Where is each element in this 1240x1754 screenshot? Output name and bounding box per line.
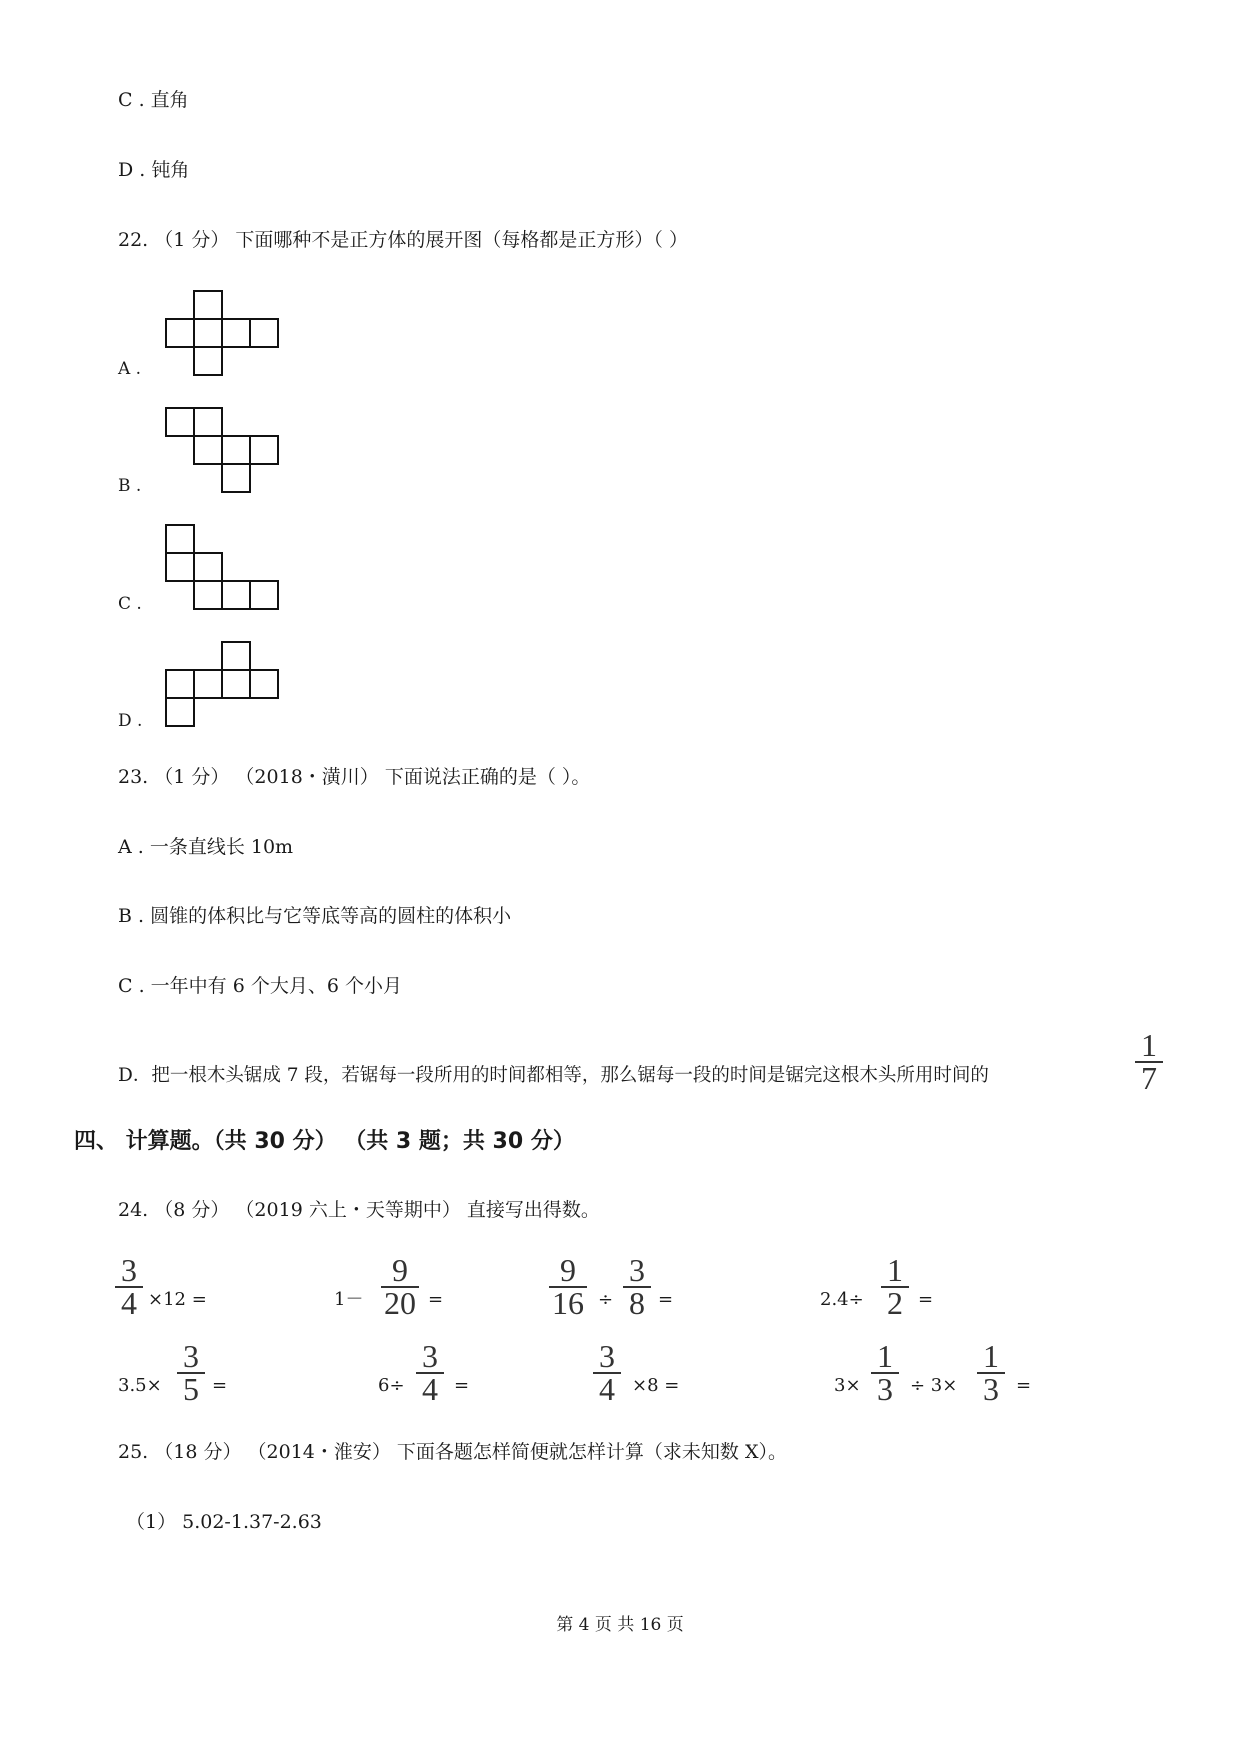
q22-stem: 22. （1 分） 下面哪种不是正方体的展开图（每格都是正方形）（ ） [118,229,688,251]
q23-option-d: D．把一根木头锯成 7 段，若锯每一段所用的时间都相等，那么锯每一段的时间是锯完这根木头所用时间的 [118,1065,989,1086]
q22-option-b-label: B . [118,476,142,496]
q24-r1-p4-fraction: 1 2 [878,1255,912,1318]
q24-r1-p3-suffix: = [658,1289,674,1310]
q24-r2-p4-fraction-b: 1 3 [974,1341,1008,1404]
q24-r1-p1-suffix: ×12 = [148,1289,207,1310]
q21-option-d: D . 钝角 [118,159,190,181]
q24-r2-p4-fraction-a: 1 3 [868,1341,902,1404]
q24-r1-p3-mid: ÷ [598,1289,614,1310]
q24-r2-p2-prefix: 6÷ [378,1375,405,1396]
section-four-heading: 四、 计算题。（共 30 分） （共 3 题；共 30 分） [74,1129,575,1154]
q24-stem: 24. （8 分） （2019 六上・天等期中） 直接写出得数。 [118,1199,600,1221]
q24-r2-p3-fraction: 3 4 [590,1341,624,1404]
q23-stem: 23. （1 分） （2018・潢川） 下面说法正确的是（ ）。 [118,766,591,788]
q24-r1-p2-prefix: 1－ [334,1289,364,1310]
q22-option-d-label: D . [118,711,143,731]
q24-r1-p3-fraction-a: 9 16 [546,1255,590,1318]
q24-r2-p4-prefix: 3× [834,1375,861,1396]
q24-r2-p3-suffix: ×8 = [632,1375,680,1396]
q21-option-c: C . 直角 [118,89,189,111]
q25-stem: 25. （18 分） （2014・淮安） 下面各题怎样简便就怎样计算（求未知数 X）。 [118,1441,787,1463]
q25-sub1: （1） 5.02-1.37-2.63 [126,1511,322,1533]
q24-r1-p1-fraction: 3 4 [112,1255,146,1318]
q24-r2-p2-fraction: 3 4 [413,1341,447,1404]
cube-net-l-shape [164,524,284,614]
q23-option-b: B . 圆锥的体积比与它等底等高的圆柱的体积小 [118,905,512,927]
q24-r1-p2-suffix: = [428,1289,444,1310]
q24-r2-p1-fraction: 3 5 [174,1341,208,1404]
q24-r2-p1-suffix: = [212,1375,228,1396]
q23-option-a: A . 一条直线长 10m [118,836,294,858]
q24-r2-p2-suffix: = [454,1375,470,1396]
q22-option-c-label: C . [118,594,142,614]
q24-r1-p4-prefix: 2.4÷ [820,1289,864,1310]
cube-net-split [164,641,284,731]
cube-net-cross [164,290,284,380]
q24-r2-p4-suffix: = [1016,1375,1032,1396]
q23-option-d-fraction: 1 7 [1132,1030,1166,1093]
q24-r2-p4-mid: ÷ 3× [910,1375,958,1396]
page-footer: 第 4 页 共 16 页 [556,1615,684,1635]
q24-r1-p4-suffix: = [918,1289,934,1310]
q23-option-c: C . 一年中有 6 个大月、6 个小月 [118,975,402,997]
q24-r2-p1-prefix: 3.5× [118,1375,162,1396]
q24-r1-p3-fraction-b: 3 8 [620,1255,654,1318]
q22-option-a-label: A . [118,359,142,379]
q24-r1-p2-fraction: 9 20 [378,1255,422,1318]
cube-net-staircase [164,407,284,497]
